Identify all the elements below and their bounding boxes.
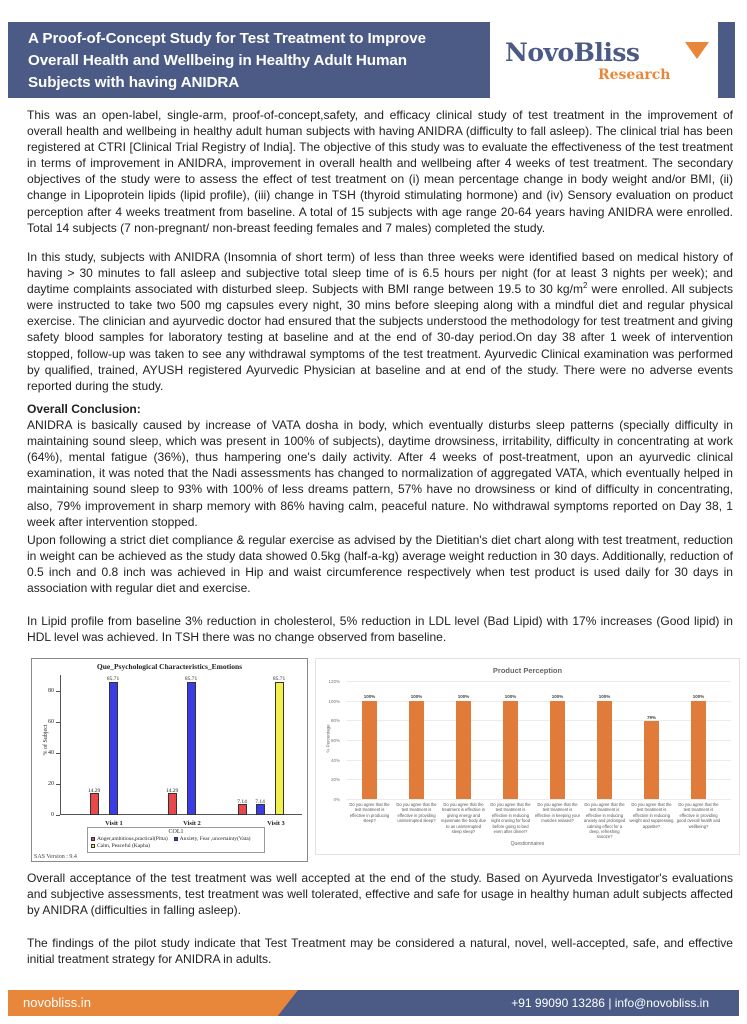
lipid-paragraph: In Lipid profile from baseline 3% reduction in cholesterol, 5% reduction in LDL level (Bad Lipid) with 17% increases (Good lipid) in HDL level was achieved. In TSH there was no change observed from baseline. bbox=[27, 614, 733, 645]
y-tick: 80 bbox=[48, 687, 54, 694]
x-category: Do you agree that the treatment is effective in giving energy and rejuvenate the body due to an uninterrupted sleep sleep? bbox=[441, 802, 486, 835]
page-title-line-2: Overall Health and Wellbeing in Healthy Adult Human bbox=[28, 52, 407, 69]
contact-info[interactable]: +91 99090 13286 | info@novobliss.in bbox=[511, 996, 709, 1010]
intro-paragraph: This was an open-label, single-arm, proof-of-concept,safety, and efficacy clinical study of test treatment in the improvement of overall health and wellbeing in healthy adult human subjects with having ANIDRA (difficulty to fall asleep). The clinical trial has been registered at CTRI [Clinical Trial Registry of India]. The objective of this study was to evaluate the effectiveness of the test treatment in terms of improvement in ANIDRA, improvement in overall health and wellbeing after 4 weeks of test treatment. The secondary objectives of the study were to assess the effect of test treatment on (i) mean percentage change in body weight and/or BMI, (ii) change in Lipoprotein lipids (lipid profile), (iii) change in TSH (thyroid stimulating hormone) and (iv) Sensory evaluation on product perception after 4 weeks treatment from baseline. A total of 15 subjects with age range 20-64 years having ANIDRA were enrolled. Total 14 subjects (7 non-pregnant/ non-breast feeding females and 7 males) completed the study. bbox=[27, 108, 733, 235]
perception-bar-7 bbox=[644, 721, 659, 799]
value-label: 14.29 bbox=[87, 788, 101, 794]
weight-paragraph: Upon following a strict diet compliance & regular exercise as advised by the Dietitian's diet chart along with test treatment, reduction in weight can be achieved as the study data showed 0.5kg (half-a-kg) average weight reduction in 30 days. Additionally, reduction of 0.5 inch and 0.8 inch was achieved in Hip and waist circumference respectively when test product is used daily for 30 days in association with regular diet and exercise. bbox=[27, 533, 733, 596]
methods-text-1: In this study, subjects with ANIDRA (Insomnia of short term) of less than three weeks were identified based on medical history of having > 30 minutes to fall asleep and subjective total sleep time of is 6.5 hours per night (for at least 3 nights per week); and daytime complaints associated with disturbed sleep. Subjects with BMI range between 19.5 to 30 kg/m bbox=[27, 250, 733, 297]
emotions-legend bbox=[87, 827, 265, 853]
value-label: 100% bbox=[410, 694, 423, 699]
page-title-line-3: Subjects with having ANIDRA bbox=[28, 74, 240, 91]
legend-item-pitta bbox=[91, 836, 168, 842]
value-label: 85.71 bbox=[272, 676, 286, 682]
x-category: Do you agree that the test treatment is effective in reducing weight and suppressing appetite? bbox=[629, 802, 674, 829]
page-title-line-1: A Proof-of-Concept Study for Test Treatment to Improve bbox=[28, 30, 426, 47]
emotions-chart bbox=[31, 658, 308, 862]
y-tick: 20% bbox=[330, 777, 340, 783]
y-tick: 20 bbox=[48, 780, 54, 787]
value-label: 100% bbox=[457, 694, 470, 699]
acceptance-paragraph: Overall acceptance of the test treatment was well accepted at the end of the study. Based on Ayurveda Investigator's evaluations and subjective assessments, test treatment was well tolerated, effective and safe for usage in healthy human adult subjects affected by ANIDRA (difficulties in falling asleep). bbox=[27, 871, 733, 918]
value-label: 14.29 bbox=[165, 788, 179, 794]
value-label: 85.71 bbox=[184, 676, 198, 682]
y-tick: 80% bbox=[330, 718, 340, 724]
emotions-y-axis bbox=[60, 675, 61, 815]
x-category: Do you agree that the test treatment is effective in providing uninterrupted sleep? bbox=[396, 802, 437, 824]
bar-visit3-kapha bbox=[275, 682, 284, 815]
perception-bar-4 bbox=[503, 701, 518, 799]
perception-bar-3 bbox=[456, 701, 471, 799]
conclusion-heading: Overall Conclusion: bbox=[27, 402, 141, 416]
bar-visit2-pitta bbox=[168, 793, 177, 815]
y-tick: 60% bbox=[330, 738, 340, 743]
legend-item-vata bbox=[174, 836, 251, 842]
value-label: 7.14 bbox=[237, 799, 247, 805]
emotions-chart-title: Que_Psychological Characteristics_Emotions bbox=[96, 662, 243, 671]
findings-paragraph: The findings of the pilot study indicate that Test Treatment may be considered a natural, novel, well-accepted, safe, and effective initial treatment strategy for ANIDRA in adults. bbox=[27, 936, 733, 967]
emotions-y-axis-label: % of Subject bbox=[43, 724, 49, 756]
conclusion-paragraph: ANIDRA is basically caused by increase of VATA dosha in body, which eventually disturbs sleep patterns (specially difficulty in maintaining sound sleep, which was present in 100% of subjects), daytime drowsiness, irritability, difficulty in concentrating at work (64%), mental fatigue (36%), thus hampering one's daily activity. After 4 weeks of post-treatment, upon an ayurvedic clinical examination, it was noted that the Nadi assessments has changed to normalization of aggregated VATA, which eventually helped in maintaining sound sleep to 93% with 100% of less dreams pattern, 57% have no drowsiness or kind of difficulty in concentrating, also, 79% improvement in sharp memory with 86% having calm, peaceful nature. No withdrawal symptoms reported on Day 38, 1 week after intervention stopped. bbox=[27, 418, 733, 529]
value-label: 7.14 bbox=[255, 799, 265, 805]
bar-visit3-vata bbox=[256, 804, 265, 815]
x-category: Do you agree that the test treatment is effective in producing sleep? bbox=[349, 802, 390, 824]
sas-version-note: SAS Version : 9.4 bbox=[34, 854, 77, 860]
value-label: 100% bbox=[504, 694, 517, 699]
legend-title: COL1 bbox=[168, 829, 184, 835]
emotions-plot-area bbox=[43, 675, 302, 827]
perception-chart-title: Product Perception bbox=[492, 666, 563, 675]
perception-bar-5 bbox=[550, 701, 565, 799]
legend-swatch-icon bbox=[91, 837, 95, 841]
y-tick: 100% bbox=[328, 698, 340, 704]
x-category: Do you agree that the test treatment is effective in keeping your muscles relaxed? bbox=[534, 802, 581, 824]
value-label: 100% bbox=[363, 694, 376, 699]
x-category: Do you agree that the test treatment is effective in reducing night craving for food before going to bed even after dinner? bbox=[490, 802, 531, 835]
title-banner bbox=[8, 22, 490, 98]
x-category-visit-3: Visit 3 bbox=[267, 820, 285, 827]
novobliss-logo bbox=[505, 38, 715, 90]
website-link[interactable]: novobliss.in bbox=[23, 995, 91, 1010]
y-tick: 120% bbox=[328, 679, 340, 684]
perception-x-axis-label: Questionnaires bbox=[510, 841, 545, 847]
y-tick: 0% bbox=[333, 797, 340, 802]
value-label: 100% bbox=[598, 694, 611, 699]
legend-swatch-icon bbox=[174, 837, 178, 841]
legend-label: Calm, Peaceful (Kapha) bbox=[97, 843, 150, 849]
x-category: Do you agree that the test treatment is effective in reducing anxiety and prolonged calming effect for a deep, refreshing snooze? bbox=[583, 802, 626, 840]
legend-swatch-icon bbox=[91, 844, 95, 848]
legend-label: Anxiety, Fear ,uncertainty(Vata) bbox=[179, 836, 251, 842]
perception-bar-6 bbox=[597, 701, 612, 799]
footer-bar bbox=[8, 990, 739, 1016]
perception-bar-1 bbox=[362, 701, 377, 799]
product-perception-chart bbox=[315, 658, 740, 855]
value-label: 85.71 bbox=[106, 676, 120, 682]
methods-text-2: were enrolled. All subjects were instructed to take two 500 mg capsules every night, 30 mins before sleeping along with a mindful diet and regular physical exercise. The clinician and ayurvedic doctor had ensured that the subjects understood the methodology for test treatment and giving safety blood samples for laboratory testing at baseline and at the end of 30-day period.On day 38 after 1 week of intervention stopped, follow-up was taken to see any withdrawal symptoms of the test treatment. Ayurvedic Clinical examination was performed by qualified, trained, AYUSH registered Ayurvedic Physician at baseline and at end of the study. There were no adverse events reported during the study. bbox=[27, 282, 733, 393]
y-tick: 0 bbox=[51, 812, 54, 818]
value-label: 100% bbox=[551, 694, 564, 699]
y-tick: 40 bbox=[48, 749, 54, 756]
x-category: Do you agree that the test treatment is effective in providing good overall health and wellbeing? bbox=[676, 802, 721, 829]
y-tick: 60 bbox=[48, 718, 54, 725]
conclusion-section bbox=[27, 401, 733, 530]
perception-bar-8 bbox=[691, 701, 706, 799]
bar-visit2-vata bbox=[187, 682, 196, 815]
logo-wordmark: NovoBliss bbox=[505, 38, 640, 67]
perception-y-axis-label: % Percentage bbox=[325, 724, 331, 753]
legend-item-kapha bbox=[91, 843, 150, 849]
perception-plot-area bbox=[325, 679, 731, 840]
methods-superscript: 2 bbox=[582, 281, 588, 291]
x-category-visit-2: Visit 2 bbox=[183, 820, 201, 827]
bar-visit3-pitta bbox=[238, 804, 247, 815]
logo-subtitle: Research bbox=[598, 67, 671, 83]
value-label: 100% bbox=[692, 694, 705, 699]
bar-visit1-pitta bbox=[90, 793, 99, 815]
perception-bar-2 bbox=[409, 701, 424, 799]
header-accent-bar bbox=[718, 22, 735, 98]
bar-visit1-vata bbox=[109, 682, 118, 815]
legend-label: Anger,ambitious,practical(Pitta) bbox=[97, 836, 168, 842]
y-tick: 40% bbox=[330, 757, 340, 763]
logo-triangle-icon bbox=[685, 42, 709, 59]
value-label: 79% bbox=[646, 714, 656, 720]
x-category-visit-1: Visit 1 bbox=[105, 820, 123, 827]
methods-paragraph bbox=[27, 249, 733, 394]
